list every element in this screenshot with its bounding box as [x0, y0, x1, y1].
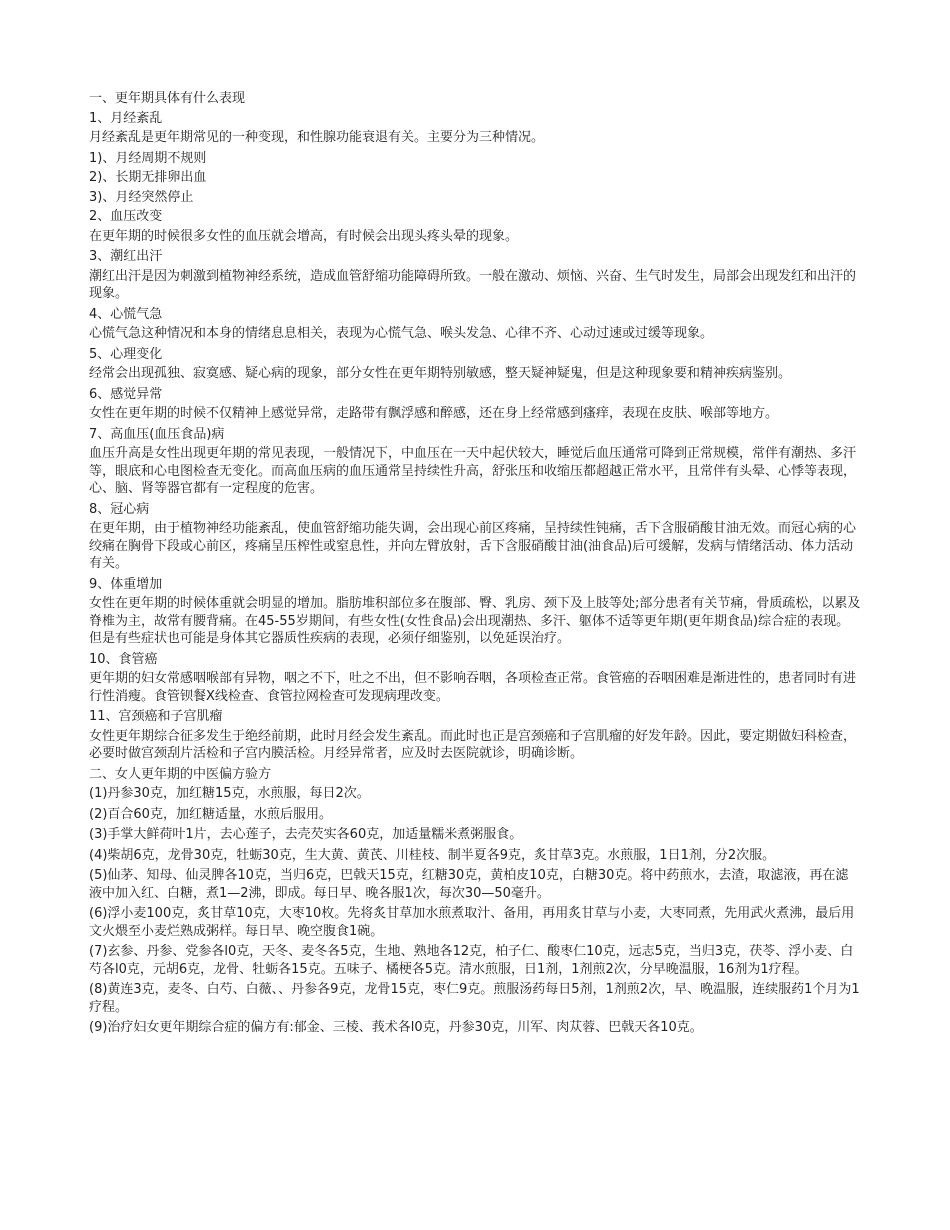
remedy-item: (5)仙茅、知母、仙灵脾各10克，当归6克，巴戟天15克，红糖30克，黄柏皮10克，白糖30克。将中药煎水，去渣，取滤液，再在滤液中加入红、白糖，煮1—2沸，即成。每日早、晚各服1次，每次30—50毫升。 — [89, 868, 849, 901]
remedy-item: (4)柴胡6克，龙骨30克，牡蛎30克，生大黄、黄芪、川桂枝、制半夏各9克，炙甘草3克。水煎服，1日1剂，分2次服。 — [89, 847, 776, 863]
section-heading: 一、更年期具体有什么表现 — [89, 91, 246, 106]
list-item: 2)、长期无排卵出血 — [89, 170, 207, 185]
paragraph: 女性在更年期的时候体重就会明显的增加。脂肪堆积部位多在腹部、臀、乳房、颈下及上肢等处;部分患者有关节痛，骨质疏松，以累及脊椎为主，故常有腰背痛。在45-55岁期间，有些女性(女性食品)会出现潮热、多汗、躯体不适等更年期(更年期食品)综合症的表现。但是有些症状也可能是身体其它器质性疾病的表现，必须仔细鉴别，以免延误治疗。 — [89, 596, 861, 646]
item-heading: 7、高血压(血压食品)病 — [89, 426, 225, 442]
paragraph: 血压升高是女性出现更年期的常见表现，一般情况下，中血压在一天中起伏较大，睡觉后血压通常可降到正常规模，常伴有潮热、多汗等，眼底和心电图检查无变化。而高血压病的血压通常呈持续性升高，舒张压和收缩压都超越正常水平，且常伴有头晕、心悸等表现，心、脑、肾等器官都有一定程度的危害。 — [89, 446, 857, 496]
paragraph: 女性在更年期的时候不仅精神上感觉异常，走路带有飘浮感和醉感，还在身上经常感到瘙痒，表现在皮肤、喉部等地方。 — [89, 406, 779, 421]
paragraph: 月经紊乱是更年期常见的一种变现，和性腺功能衰退有关。主要分为三种情况。 — [89, 130, 545, 145]
item-heading: 11、宫颈癌和子宫肌瘤 — [89, 709, 223, 724]
item-heading: 10、食管癌 — [89, 651, 158, 667]
item-heading: 1、月经紊乱 — [89, 110, 163, 126]
remedy-item: (6)浮小麦100克，炙甘草10克，大枣10枚。先将炙甘草加水煎煮取汁、备用，再用炙甘草与小麦，大枣同煮，先用武火煮沸，最后用文火煨至小麦烂熟成粥样。每日早、晚空腹食1碗。 — [89, 906, 855, 939]
remedy-item: (2)百合60克，加红糖适量，水煎后服用。 — [89, 806, 332, 822]
paragraph: 在更年期，由于植物神经功能紊乱，使血管舒缩功能失调，会出现心前区疼痛，呈持续性钝痛，舌下含服硝酸甘油无效。而冠心病的心绞痛在胸骨下段或心前区，疼痛呈压榨性或窒息性，并向左臂放射，舌下含服硝酸甘油(油食品)后可缓解，发病与情绪活动、体力活动有关。 — [89, 521, 857, 571]
item-heading: 6、感觉异常 — [89, 386, 163, 402]
item-heading: 4、心慌气急 — [89, 306, 163, 322]
paragraph: 更年期的妇女常感咽喉部有异物，咽之不下，吐之不出，但不影响吞咽，各项检查正常。食管癌的吞咽困难是渐进性的，患者同时有进行性消瘦。食管钡餐X线检查、食管拉网检查可发现病理改变。 — [89, 671, 857, 704]
item-heading: 3、潮红出汗 — [89, 249, 163, 264]
item-heading: 9、体重增加 — [89, 576, 163, 592]
list-item: 1)、月经周期不规则 — [89, 150, 207, 166]
remedy-item: (9)治疗妇女更年期综合症的偏方有:郁金、三棱、莪术各l0克，丹参30克，川军、肉苁蓉、巴戟天各10克。 — [89, 1020, 703, 1035]
section-heading: 二、女人更年期的中医偏方验方 — [89, 766, 272, 782]
item-heading: 8、冠心病 — [89, 501, 150, 517]
paragraph: 经常会出现孤独、寂寞感、疑心病的现象，部分女性在更年期特别敏感，整天疑神疑鬼，但是这种现象要和精神疾病鉴别。 — [89, 366, 792, 381]
remedy-item: (7)玄参、丹参、党参各l0克，天冬、麦冬各5克，生地、熟地各12克，柏子仁、酸枣仁10克，远志5克，当归3克，茯苓、浮小麦、白芍各l0克，元胡6克，龙骨、牡蛎各15克。五味子、橘梗各5克。清水煎服，日1剂，1剂煎2次，分早晚温服，16剂为1疗程。 — [89, 944, 854, 977]
remedy-item: (3)手掌大鲜荷叶1片，去心莲子，去壳芡实各60克，加适量糯米煮粥服食。 — [89, 827, 523, 842]
paragraph: 潮红出汗是因为刺激到植物神经系统，造成血管舒缩功能障碍所致。一般在激动、烦恼、兴奋、生气时发生，局部会出现发红和出汗的现象。 — [89, 268, 857, 301]
paragraph: 在更年期的时候很多女性的血压就会增高，有时候会出现头疼头晕的现象。 — [89, 228, 519, 244]
paragraph: 女性更年期综合征多发生于绝经前期，此时月经会发生紊乱。而此时也正是宫颈癌和子宫肌瘤的好发年龄。因此，要定期做妇科检查，必要时做宫颈刮片活检和子宫内膜活检。月经异常者，应及时去医院就诊，明确诊断。 — [89, 728, 857, 761]
remedy-item: (8)黄连3克，麦冬、白芍、白薇、、丹参各9克，龙骨15克，枣仁9克。煎服汤药每日5剂，1剂煎2次，早、晚温服，连续服药1个月为1疗程。 — [89, 982, 860, 1015]
document-body — [89, 90, 861, 1040]
item-heading: 2、血压改变 — [89, 209, 163, 224]
list-item: 3)、月经突然停止 — [89, 189, 194, 205]
remedy-item: (1)丹参30克，加红糖15克，水煎服，每日2次。 — [89, 786, 370, 801]
paragraph: 心慌气急这种情况和本身的情绪息息相关，表现为心慌气急、喉头发急、心律不齐、心动过速或过缓等现象。 — [89, 326, 714, 341]
item-heading: 5、心理变化 — [89, 346, 163, 362]
